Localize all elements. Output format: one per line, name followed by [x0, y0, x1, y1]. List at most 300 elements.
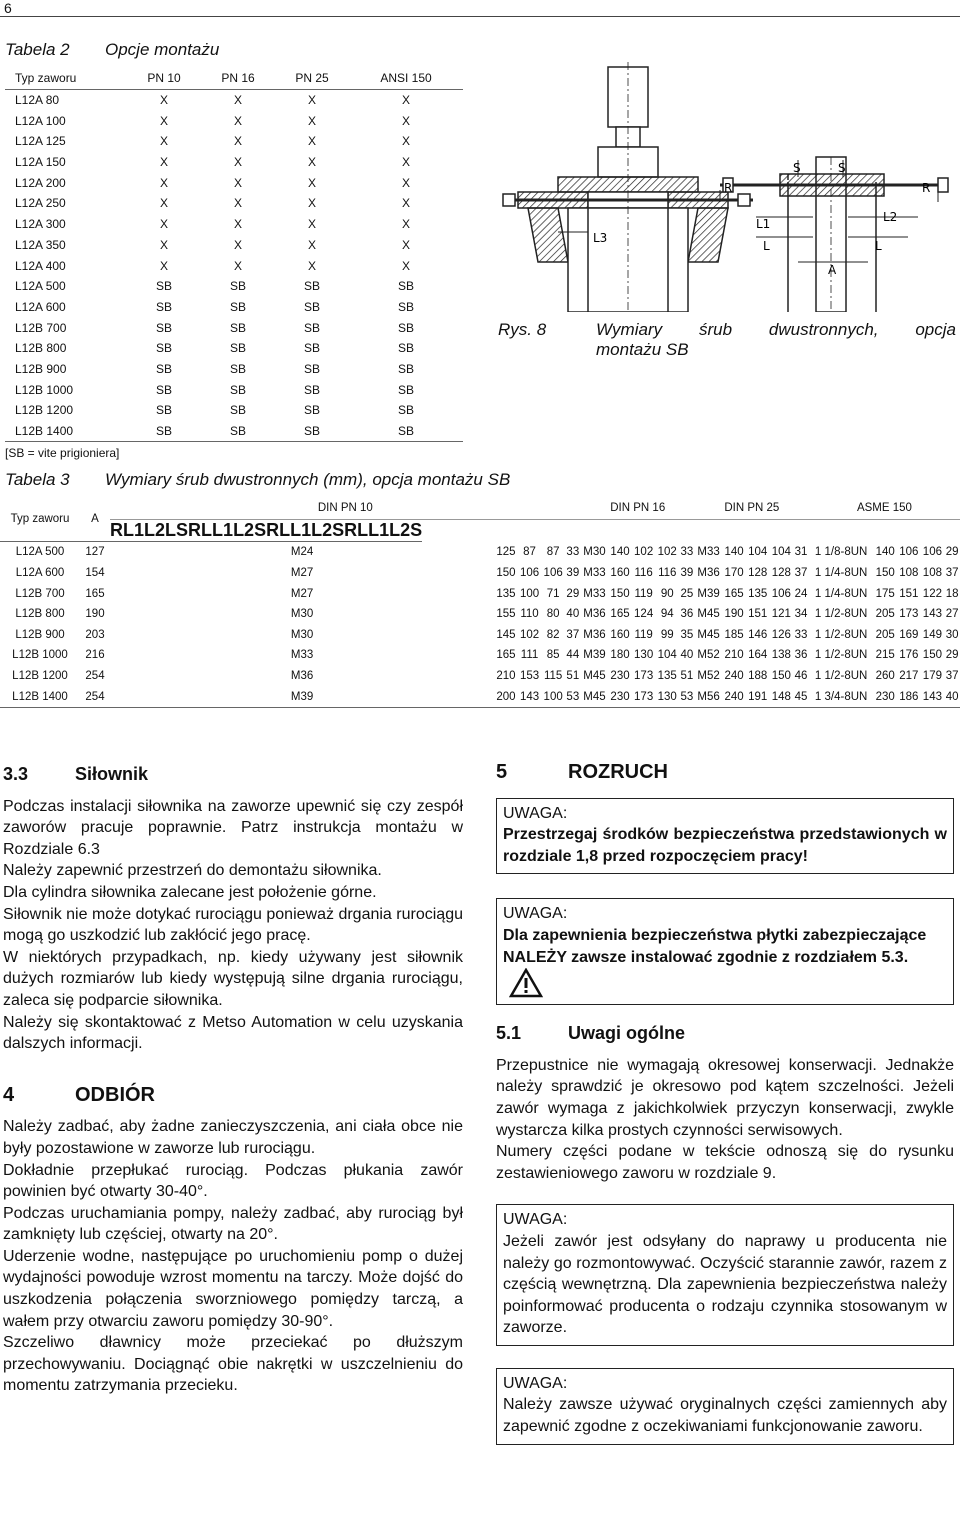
table3-subheader: S [410, 520, 423, 540]
table-cell: M30 [583, 546, 606, 559]
table-cell: 27 [945, 608, 959, 621]
table-cell: L12B 900 [15, 628, 65, 641]
table-cell: 31 [794, 546, 808, 559]
table-cell: L12A 350 [15, 237, 66, 252]
table3-subheader: S [254, 520, 267, 540]
table2 [5, 68, 463, 442]
table-cell: X [307, 113, 316, 128]
table-cell: 71 [546, 587, 560, 600]
table-cell: 116 [658, 566, 677, 579]
left-column [3, 762, 463, 1397]
table-cell: X [159, 237, 168, 252]
table-cell: 44 [566, 649, 580, 662]
table-cell: SB [155, 382, 172, 397]
table-cell: 203 [85, 628, 105, 641]
table-cell: L12B 1200 [15, 403, 74, 418]
table-cell: 1 1/2-8UN [814, 669, 868, 682]
table-cell: 190 [85, 608, 105, 621]
table-cell: 175 [875, 587, 895, 600]
table-cell: SB [275, 421, 349, 442]
table-row [0, 666, 960, 687]
table2-header: ANSI 150 [349, 68, 463, 89]
table-cell: 205 [875, 628, 895, 641]
warning-head: UWAGA: [503, 804, 568, 822]
table-cell: 200 [494, 686, 518, 707]
table-cell: SB [229, 279, 246, 294]
table-cell: 140 [724, 546, 744, 559]
table-cell: 40 [944, 686, 960, 707]
paragraph: Podczas uruchamiania pompy, należy zadbać, aby rurociąg był zamknięty lub częściej, otwarty na 20°. [3, 1204, 463, 1244]
table-cell: SB [397, 403, 414, 418]
table-cell: SB [229, 299, 246, 314]
table-cell: X [307, 258, 316, 273]
table-cell: 210 [496, 669, 516, 682]
table3-subheader: L [165, 520, 177, 540]
table-row [5, 172, 463, 193]
table-cell: 80 [546, 608, 560, 621]
table-cell: M52 [697, 649, 720, 662]
table-cell: SB [155, 279, 172, 294]
table-cell: 151 [899, 587, 919, 600]
section-title: Uwagi ogólne [568, 1023, 685, 1044]
table-cell: 102 [634, 546, 654, 559]
table-cell: 230 [608, 686, 632, 707]
label-a: A [828, 263, 837, 277]
table-cell: 40 [680, 649, 694, 662]
table-cell: 111 [520, 649, 539, 662]
warning-text: Dla zapewnienia bezpieczeństwa płytki zabezpieczające NALEŻY zawsze instalować zgodnie z rozdziałem 5.3. [503, 926, 927, 966]
table3-subheader: R [188, 520, 202, 540]
table-cell: 33 [794, 628, 808, 641]
table-cell: X [159, 155, 168, 170]
table-cell: 240 [722, 686, 746, 707]
table-cell: 102 [519, 628, 540, 641]
table-cell: 130 [634, 649, 654, 662]
table-cell: X [401, 113, 410, 128]
table3-group: DIN PN 16 [581, 497, 695, 520]
warning-text: Jeżeli zawór jest odsyłany do naprawy u producenta nie należy go rozmontowywać. Oczyścić starannie zawór, razem z częścią wewnętrzną. Dla zapewnienia bezpieczeństwa należy poinformować producenta o rodzaju czynnika stosowanym w zaworze. [503, 1232, 947, 1337]
table-cell: 155 [496, 608, 516, 621]
table2-header: Typ zaworu [5, 68, 127, 89]
table2-title: Opcje montażu [105, 40, 220, 59]
table-cell: 154 [85, 566, 105, 579]
warning-head: UWAGA: [503, 1374, 568, 1392]
table-cell: 143 [922, 608, 942, 621]
table-cell: M33 [290, 649, 314, 662]
table-cell: 1 1/4-8UN [814, 587, 868, 600]
table-cell: X [307, 155, 316, 170]
table-cell: 39 [566, 566, 580, 579]
warning-text: Należy zawsze używać oryginalnych części zamiennych aby zapewnić zgodne z oczekiwaniami funkcjonowanie zaworu. [503, 1396, 947, 1436]
table-cell: SB [155, 320, 172, 335]
table-cell: M27 [290, 566, 314, 579]
table-cell: SB [303, 382, 320, 397]
table-row [5, 255, 463, 276]
header-rule [0, 16, 960, 17]
table-cell: 135 [748, 587, 768, 600]
section-title: Siłownik [75, 764, 149, 784]
table-cell: X [401, 175, 410, 190]
table3-group: DIN PN 25 [695, 497, 809, 520]
table3-subheader: L2 [233, 520, 255, 540]
table-cell: 108 [899, 566, 919, 579]
table-cell: SB [303, 341, 320, 356]
table-cell: X [233, 113, 242, 128]
paragraph: Przepustnice nie wymagają okresowej konserwacji. Jednakże należy sprawdzić je okresowo pod kątem szczelności. Jeżeli zawór wymaga z jakichkolwiek przyczyn konserwacji, zwykle wystarcza kilka prostych czynności serwisowych. [496, 1056, 954, 1139]
table-cell: L12B 800 [15, 608, 65, 621]
table-cell: L12A 500 [15, 279, 66, 294]
table-cell: 119 [634, 628, 653, 641]
table-cell: L12B 1200 [12, 669, 68, 682]
table-row [5, 152, 463, 173]
table-cell: X [159, 217, 168, 232]
section-3-3-heading [3, 764, 463, 786]
table-cell: 106 [771, 587, 791, 600]
table3-subheader: L2 [389, 520, 411, 540]
label-s-right: S [838, 161, 846, 175]
table-row [0, 645, 960, 666]
table-cell: L12A 300 [15, 217, 66, 232]
table-row [5, 110, 463, 131]
table-cell: L12A 600 [15, 299, 66, 314]
table-cell: 176 [899, 649, 919, 662]
table-cell: X [401, 155, 410, 170]
paragraph: Podczas instalacji siłownika na zaworze upewnić się czy zespół zaworów pracuje poprawnie. Patrz instrukcja montażu w Rozdziale 6.3 [3, 797, 463, 858]
table-cell: 128 [771, 566, 791, 579]
table-cell: 46 [794, 669, 808, 682]
table-cell: 1 3/4-8UN [809, 686, 874, 707]
table2-label: Tabela 2 [5, 40, 70, 59]
table-cell: 82 [546, 628, 560, 641]
table-row [0, 563, 960, 584]
table-cell: 186 [897, 686, 921, 707]
table-cell: L12A 250 [15, 196, 66, 211]
table-cell: 160 [610, 566, 630, 579]
warning-triangle-icon [509, 968, 543, 998]
paragraph: Numery części podane w tekście odnoszą się do rysunku zestawieniowego zaworu w rozdziale 9. [496, 1143, 954, 1182]
table3-subheader: L1 [368, 520, 390, 540]
section-number: 5 [496, 761, 508, 783]
table-cell: 165 [85, 587, 105, 600]
table-cell: 37 [794, 566, 808, 579]
table-row [5, 131, 463, 152]
table-cell: 34 [794, 608, 808, 621]
table-row [5, 400, 463, 421]
table-cell: SB [201, 421, 275, 442]
table-cell: SB [303, 320, 320, 335]
table-cell: L12B 1000 [12, 649, 68, 662]
table3-subheader: L [201, 520, 213, 540]
table-cell: 37 [566, 628, 580, 641]
warning-head: UWAGA: [503, 905, 568, 923]
table-cell: M39 [110, 686, 494, 707]
table-cell: 1 1/2-8UN [814, 649, 868, 662]
table-row [5, 193, 463, 214]
table-cell: 254 [85, 669, 105, 682]
section-5-1-body [496, 1055, 954, 1185]
table-cell: 127 [85, 546, 105, 559]
table-cell: M30 [290, 608, 314, 621]
table-row [0, 583, 960, 604]
table-cell: X [401, 134, 410, 149]
table-cell: M33 [697, 546, 720, 559]
table-cell: 25 [680, 587, 694, 600]
table-cell: SB [349, 421, 463, 442]
table3-label: Tabela 3 [5, 470, 70, 489]
table-cell: L12A 150 [15, 155, 66, 170]
table-cell: M45 [697, 628, 720, 641]
label-l-right: L [875, 239, 882, 253]
table-cell: 164 [748, 649, 768, 662]
table-cell: 45 [793, 686, 809, 707]
table-cell: 191 [746, 686, 770, 707]
table-cell: SB [229, 361, 246, 376]
table-cell: 102 [657, 546, 677, 559]
table-row [0, 624, 960, 645]
table-cell: X [159, 93, 168, 108]
table-cell: X [233, 217, 242, 232]
table3-subheader: L1 [290, 520, 312, 540]
table-cell: X [233, 155, 242, 170]
table-cell: 119 [634, 587, 653, 600]
table-cell: 100 [541, 686, 565, 707]
table-cell: 260 [875, 669, 895, 682]
table-cell: X [401, 258, 410, 273]
table3-col-a: A [80, 497, 110, 542]
table-cell: 230 [873, 686, 897, 707]
table-cell: 153 [519, 669, 540, 682]
warning-box [496, 1204, 954, 1346]
table-cell: 149 [922, 628, 942, 641]
table-cell: L12A 125 [15, 134, 66, 149]
table-cell: M36 [290, 669, 314, 682]
table-cell: 100 [519, 587, 540, 600]
table-cell: 87 [523, 546, 536, 559]
table-cell: 53 [565, 686, 581, 707]
table-cell: 104 [657, 649, 677, 662]
table-cell: M56 [695, 686, 723, 707]
table-cell: X [233, 196, 242, 211]
table3-subheader: R [266, 520, 280, 540]
table-cell: X [401, 217, 410, 232]
table-cell: 165 [496, 649, 516, 662]
warning-box [496, 798, 954, 875]
table-cell: SB [229, 341, 246, 356]
table-cell: 36 [680, 608, 694, 621]
table-cell: 150 [875, 566, 895, 579]
table-cell: SB [303, 299, 320, 314]
right-column [496, 762, 954, 1445]
table-cell: 217 [899, 669, 919, 682]
table3-subheader: L [357, 520, 369, 540]
table-cell: 230 [610, 669, 630, 682]
table-cell: 1 1/8-8UN [814, 546, 868, 559]
table-cell: L12A 400 [15, 258, 66, 273]
table-cell: 240 [724, 669, 744, 682]
table-cell: 165 [724, 587, 744, 600]
table-row [0, 686, 960, 707]
table-cell: 122 [922, 587, 942, 600]
table-cell: X [307, 175, 316, 190]
label-s-left: S [793, 161, 801, 175]
table-cell: SB [229, 320, 246, 335]
table-cell: SB [155, 361, 172, 376]
table-cell: 188 [748, 669, 768, 682]
table-cell: L12A 600 [15, 566, 65, 579]
table-cell: 190 [724, 608, 744, 621]
table3-subheader: R [344, 520, 358, 540]
label-r-left: R [724, 181, 733, 195]
table2-caption [5, 40, 219, 60]
table-cell: 33 [566, 546, 580, 559]
table-cell: 116 [634, 566, 653, 579]
table-cell: 138 [771, 649, 791, 662]
section-number: 3.3 [3, 764, 29, 784]
table-cell: 40 [566, 608, 580, 621]
section-5-1-heading [496, 1023, 954, 1045]
table-cell: 148 [770, 686, 794, 707]
flange-detail-right [720, 157, 948, 312]
table-cell: L12B 800 [15, 341, 67, 356]
paragraph: Uderzenie wodne, następujące po uruchomieniu pomp o dużej wydajności powoduje wzrost momentu na tarczy. Może dojść do uszkodzenia połączenia sworzniowego pomiędzy tarczą, a wałem przy otwarciu zaworu pomiędzy 30-90°. [3, 1247, 463, 1330]
label-l2: L2 [883, 210, 898, 224]
table-cell: X [233, 175, 242, 190]
table-cell: SB [397, 279, 414, 294]
table-cell: 90 [660, 587, 674, 600]
section-3-3-body [3, 796, 463, 1055]
table-cell: L12A 80 [15, 93, 60, 108]
table-cell: M39 [697, 587, 720, 600]
table-cell: 143 [921, 686, 945, 707]
paragraph: W niektórych przypadkach, np. kiedy używany jest siłownik dużych rozmiarów lub kiedy występują silne drgania rurociągu, zaleca się podparcie siłownika. [3, 948, 463, 1009]
table-cell: 106 [899, 546, 919, 559]
table2-header: PN 16 [201, 68, 275, 89]
table-cell: X [159, 196, 168, 211]
table-cell: SB [303, 279, 320, 294]
table-cell: 1 1/4-8UN [814, 566, 868, 579]
label-r-right: R [922, 181, 931, 195]
label-l1: L1 [756, 217, 771, 231]
table3-subheader: L [279, 520, 291, 540]
table-cell: X [307, 237, 316, 252]
section-title: ODBIÓR [75, 1083, 155, 1106]
paragraph: Szczeliwo dławnicy może przeciekać po dłuższym przechowywaniu. Dociągnąć obie nakrętki w uszczelnieniu do momentu zatrzymania przecieku. [3, 1334, 463, 1395]
section-4-body [3, 1116, 463, 1397]
table-row [0, 542, 960, 563]
table-cell: 210 [724, 649, 744, 662]
table-cell: X [401, 93, 410, 108]
table-cell: 106 [922, 546, 942, 559]
table-cell: SB [397, 361, 414, 376]
table-cell: 85 [546, 649, 560, 662]
table-cell: M33 [583, 587, 606, 600]
warning-head: UWAGA: [503, 1211, 568, 1229]
paragraph: Należy się skontaktować z Metso Automation w celu uzyskania dalszych informacji. [3, 1013, 463, 1053]
table-cell: X [401, 196, 410, 211]
table-cell: 124 [634, 608, 654, 621]
warning-box [496, 898, 954, 1005]
table-cell: X [307, 217, 316, 232]
table-cell: 130 [655, 686, 679, 707]
table-row [5, 214, 463, 235]
table-cell: M52 [697, 669, 720, 682]
table-cell: 1 1/2-8UN [814, 628, 868, 641]
table-row [5, 379, 463, 400]
table-cell: 146 [748, 628, 768, 641]
table-cell: 36 [794, 649, 808, 662]
table-cell: L12B 700 [15, 587, 65, 600]
table-cell: L12B 1000 [15, 382, 74, 397]
table-cell: X [159, 258, 168, 273]
table-cell: 185 [724, 628, 744, 641]
section-title: ROZRUCH [568, 761, 668, 783]
table-cell: 151 [748, 608, 768, 621]
table-cell: 104 [771, 546, 791, 559]
table-row [5, 338, 463, 359]
table-cell: 51 [680, 669, 694, 682]
table-cell: 121 [771, 608, 791, 621]
table-cell: 106 [519, 566, 540, 579]
paragraph: Dokładnie przepłukać rurociąg. Podczas płukania zawór powinien być otwarty 30-40°. [3, 1161, 463, 1201]
table-cell: 216 [85, 649, 105, 662]
table-cell: 169 [899, 628, 919, 641]
table-cell: 179 [922, 669, 942, 682]
table-cell: M24 [290, 546, 314, 559]
table-cell: X [307, 93, 316, 108]
label-l3: L3 [593, 231, 608, 245]
table3-subheader: L2 [311, 520, 333, 540]
table-cell: X [307, 196, 316, 211]
table-cell: SB [397, 299, 414, 314]
table-cell: 173 [634, 669, 654, 682]
figure-caption-line2: montażu SB [596, 340, 689, 359]
table-cell: 33 [680, 546, 694, 559]
table3-caption [5, 470, 510, 490]
table-cell: 150 [922, 649, 942, 662]
paragraph: Dla cylindra siłownika zalecane jest położenie górne. [3, 883, 377, 901]
bolt-dimension-drawing [498, 62, 960, 312]
table-cell: X [159, 113, 168, 128]
figure-caption [498, 320, 958, 360]
table-cell: 143 [518, 686, 542, 707]
warning-box [496, 1368, 954, 1445]
table-cell: M36 [583, 628, 606, 641]
table2-header: PN 25 [275, 68, 349, 89]
table3-subheader: L1 [212, 520, 234, 540]
table-cell: 53 [679, 686, 695, 707]
section-number: 4 [3, 1083, 15, 1106]
table3-group: ASME 150 [809, 497, 960, 520]
table-cell: 108 [922, 566, 942, 579]
table3-group: DIN PN 10 [110, 497, 581, 520]
paragraph: Należy zadbać, aby żadne zanieczyszczenia, ani ciała obce nie były pozostawione w zaworze lub rurociągu. [3, 1118, 463, 1157]
table-cell: SB [303, 403, 320, 418]
table-cell: 37 [945, 669, 959, 682]
table-cell: 205 [875, 608, 895, 621]
table-cell: 115 [543, 669, 563, 682]
table-cell: 110 [520, 608, 539, 621]
table-cell: L12B 1400 [0, 686, 80, 707]
table-cell: 51 [566, 669, 580, 682]
table-cell: SB [397, 320, 414, 335]
table-cell: 150 [610, 587, 630, 600]
table-cell: L12A 200 [15, 175, 66, 190]
table-cell: 39 [680, 566, 694, 579]
table-cell: X [233, 93, 242, 108]
table-cell: 150 [496, 566, 516, 579]
table2-header: PN 10 [127, 68, 201, 89]
table-cell: 140 [875, 546, 895, 559]
